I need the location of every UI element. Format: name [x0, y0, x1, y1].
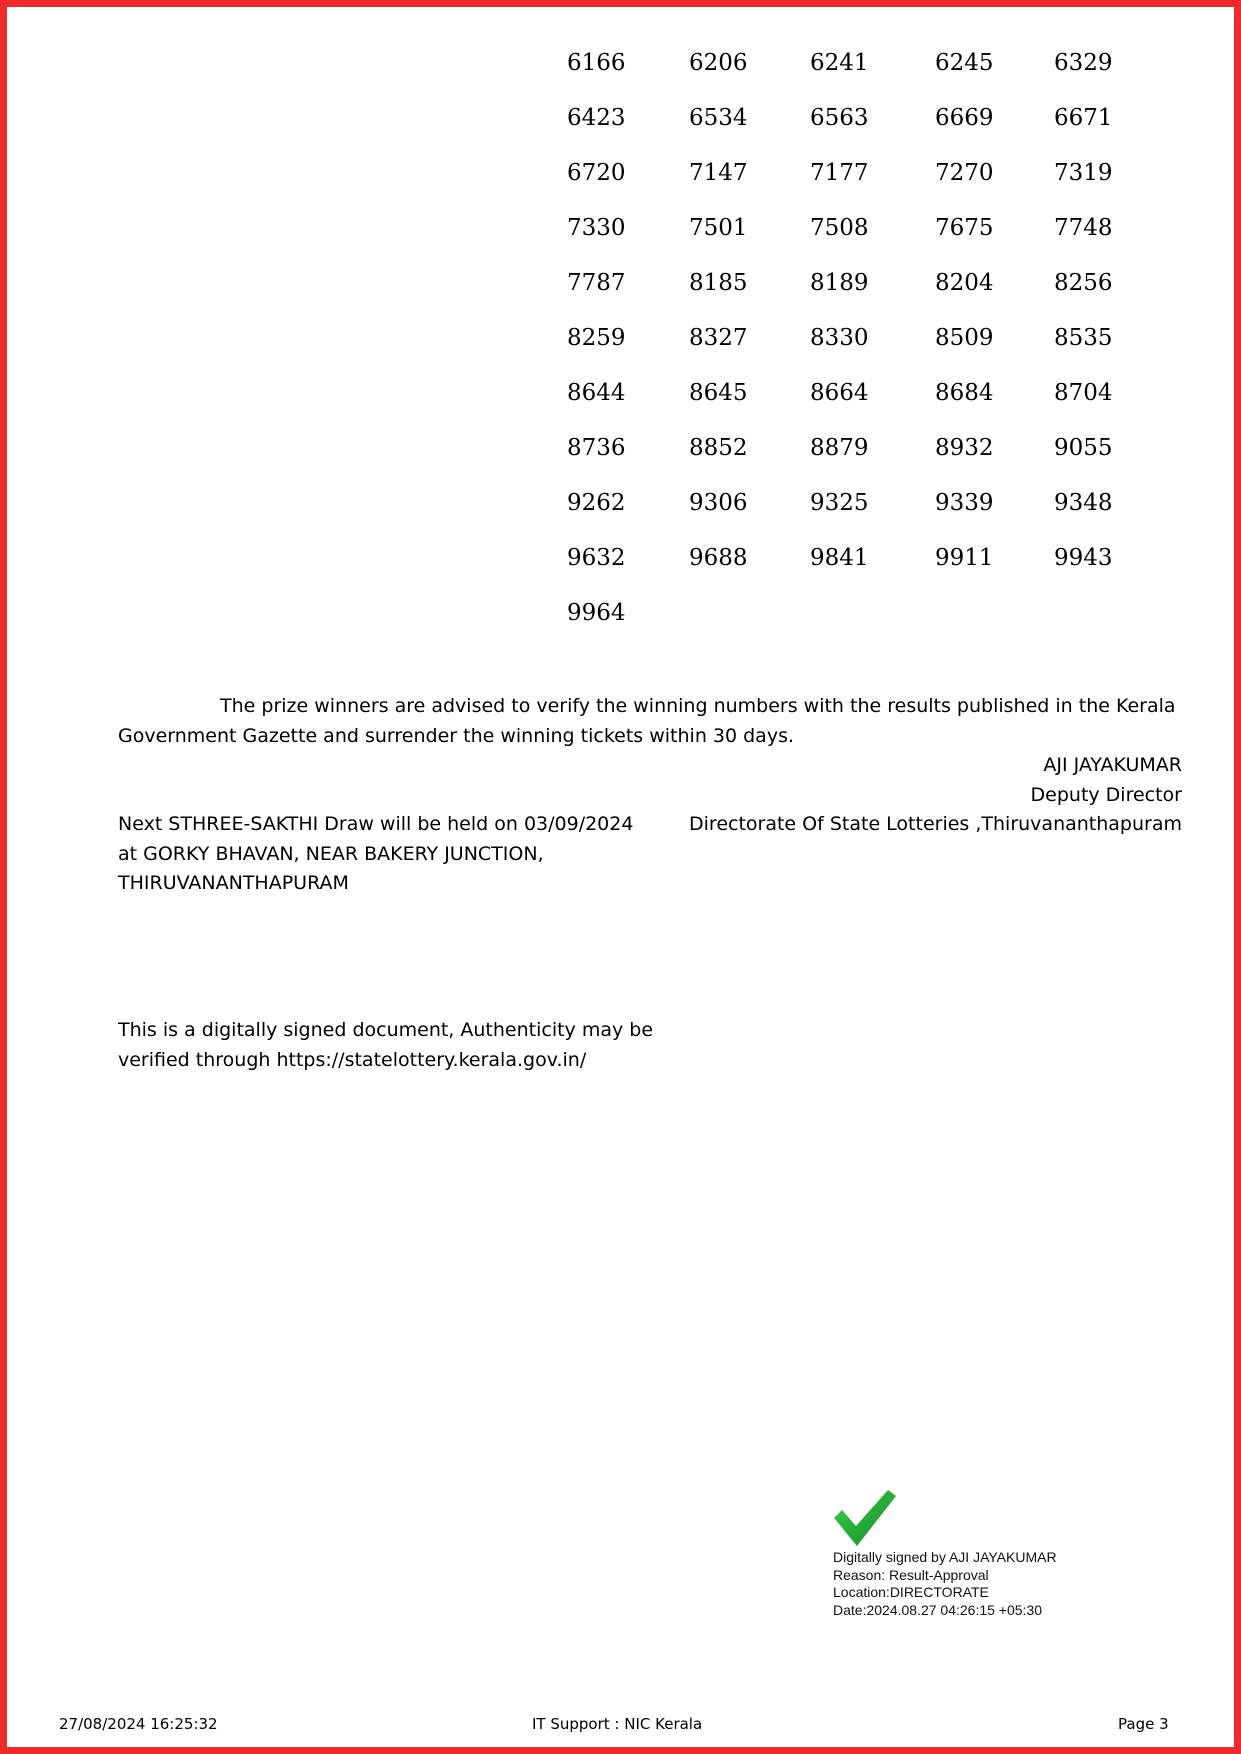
signatory-designation: Deputy Director [1030, 783, 1182, 806]
signature-details [833, 1549, 1057, 1619]
winning-number: 6671 [1054, 105, 1113, 131]
winning-number: 9055 [1054, 435, 1113, 461]
winning-number: 8204 [935, 270, 994, 296]
number-row [560, 205, 1120, 260]
winning-number: 9911 [935, 545, 994, 571]
winning-numbers-grid [560, 40, 1120, 645]
next-draw-notice [118, 810, 633, 899]
signatory-block [1031, 751, 1182, 810]
footer-timestamp: 27/08/2024 16:25:32 [59, 1715, 218, 1733]
signatory-name: AJI JAYAKUMAR [1043, 754, 1182, 776]
winning-number: 8684 [935, 380, 994, 406]
winning-number: 8330 [810, 325, 869, 351]
winning-number: 8664 [810, 380, 869, 406]
winning-number: 8327 [689, 325, 748, 351]
number-row [560, 315, 1120, 370]
winning-number: 8736 [567, 435, 626, 461]
winning-number: 9688 [689, 545, 748, 571]
winning-number: 7270 [935, 160, 994, 186]
winning-number: 8185 [689, 270, 748, 296]
winning-number: 9632 [567, 545, 626, 571]
winning-number: 6245 [935, 50, 994, 76]
signatory-office [689, 810, 1182, 840]
footer-page-number: Page 3 [1118, 1715, 1169, 1733]
winning-number: 6423 [567, 105, 626, 131]
winning-number: 6563 [810, 105, 869, 131]
winning-number: 7675 [935, 215, 994, 241]
checkmark-icon [832, 1488, 898, 1548]
number-row [560, 590, 1120, 645]
number-row [560, 370, 1120, 425]
winning-number: 7319 [1054, 160, 1113, 186]
advice-line: The prize winners are advised to verify the winning numbers with the results published in the Kerala [220, 695, 1176, 717]
note-line: This is a digitally signed document, Authenticity may be [118, 1019, 654, 1041]
number-row [560, 150, 1120, 205]
winner-advice-paragraph [118, 692, 1182, 751]
number-row [560, 95, 1120, 150]
winning-number: 9262 [567, 490, 626, 516]
winning-number: 8259 [567, 325, 626, 351]
winning-number: 7508 [810, 215, 869, 241]
signature-line: Date:2024.08.27 04:26:15 +05:30 [833, 1601, 1043, 1618]
winning-number: 8189 [810, 270, 869, 296]
winning-number: 8645 [689, 380, 748, 406]
signature-line: Digitally signed by AJI JAYAKUMAR [833, 1549, 1057, 1565]
winning-number: 6206 [689, 50, 748, 76]
winning-number: 8535 [1054, 325, 1113, 351]
note-line: verified through https://statelottery.kerala.gov.in/ [118, 1048, 587, 1071]
signature-line: Reason: Result-Approval [833, 1566, 989, 1583]
winning-number: 8852 [689, 435, 748, 461]
winning-number: 8704 [1054, 380, 1113, 406]
winning-number: 8644 [567, 380, 626, 406]
winning-number: 9943 [1054, 545, 1113, 571]
next-draw-line: THIRUVANANTHAPURAM [118, 872, 349, 894]
winning-number: 7748 [1054, 215, 1113, 241]
winning-number: 8256 [1054, 270, 1113, 296]
winning-number: 6329 [1054, 50, 1113, 76]
winning-number: 6534 [689, 105, 748, 131]
winning-number: 6669 [935, 105, 994, 131]
winning-number: 7330 [567, 215, 626, 241]
winning-number: 9339 [935, 490, 994, 516]
number-row [560, 425, 1120, 480]
winning-number: 9964 [567, 600, 626, 626]
winning-number: 9348 [1054, 490, 1113, 516]
advice-line: Government Gazette and surrender the winning tickets within 30 days. [118, 724, 795, 747]
winning-number: 8509 [935, 325, 994, 351]
number-row [560, 480, 1120, 535]
winning-number: 9325 [810, 490, 869, 516]
winning-number: 7787 [567, 270, 626, 296]
winning-number: 7501 [689, 215, 748, 241]
number-row [560, 535, 1120, 590]
winning-number: 6241 [810, 50, 869, 76]
winning-number: 7177 [810, 160, 869, 186]
winning-number: 6166 [567, 50, 626, 76]
winning-number: 7147 [689, 160, 748, 186]
next-draw-line: at GORKY BHAVAN, NEAR BAKERY JUNCTION, [118, 842, 544, 865]
winning-number: 8932 [935, 435, 994, 461]
footer-support: IT Support : NIC Kerala [532, 1715, 703, 1733]
signature-line: Location:DIRECTORATE [833, 1584, 989, 1600]
digital-signature-note [118, 1016, 653, 1075]
winning-number: 9306 [689, 490, 748, 516]
signatory-office-text: Directorate Of State Lotteries ,Thiruvananthapuram [689, 813, 1182, 835]
winning-number: 8879 [810, 435, 869, 461]
winning-number: 9841 [810, 545, 869, 571]
next-draw-line: Next STHREE-SAKTHI Draw will be held on 03/09/2024 [118, 813, 634, 835]
number-row [560, 260, 1120, 315]
number-row [560, 40, 1120, 95]
winning-number: 6720 [567, 160, 626, 186]
